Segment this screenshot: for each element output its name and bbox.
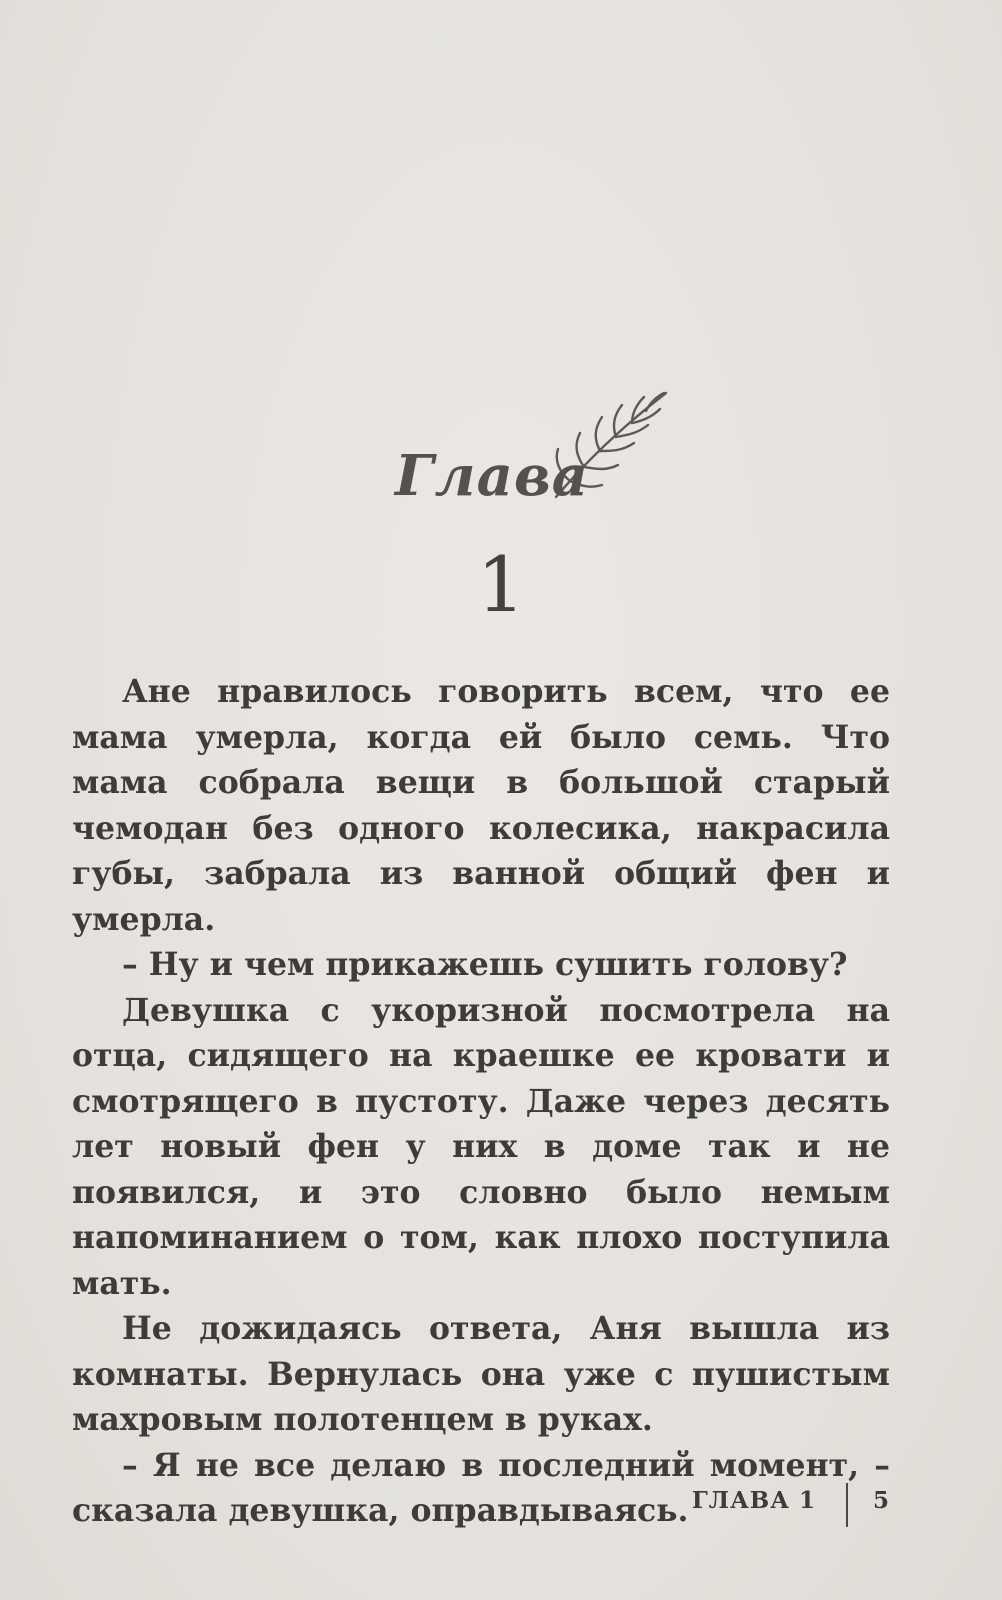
paragraph: – Ну и чем прикажешь сушить голову? bbox=[122, 946, 848, 983]
running-footer bbox=[0, 1483, 1002, 1523]
paragraph: Ане нравилось говорить всем, что ее мама умерла, когда ей было семь. Что мама собрала вещи в большой старый чемодан без одного колесика, накрасила губы, забрала из ванной общий фен и умерла. bbox=[72, 673, 890, 938]
paragraph: Девушка с укоризной посмотрела на отца, сидящего на краешке ее кровати и смотрящего в пустоту. Даже через десять лет новый фен у них в доме так и не появился, и это словно было немым напоминанием о том, как плохо поступила мать. bbox=[72, 991, 890, 1302]
paragraph: – Я не все делаю в последний момент, – сказала девушка, оправдываясь. bbox=[72, 1446, 890, 1529]
chapter-number: 1 bbox=[476, 540, 526, 629]
chapter-title-word: Глава bbox=[395, 443, 589, 509]
footer-chapter-label: ГЛАВА 1 bbox=[691, 1487, 816, 1514]
chapter-heading bbox=[0, 385, 1002, 645]
page-number: 5 bbox=[873, 1487, 890, 1514]
paragraph: Не дожидаясь ответа, Аня вышла из комнаты. Вернулась она уже с пушистым махровым полотенцем в руках. bbox=[72, 1310, 890, 1438]
chapter-body bbox=[72, 669, 890, 1534]
footer-divider bbox=[846, 1483, 848, 1527]
